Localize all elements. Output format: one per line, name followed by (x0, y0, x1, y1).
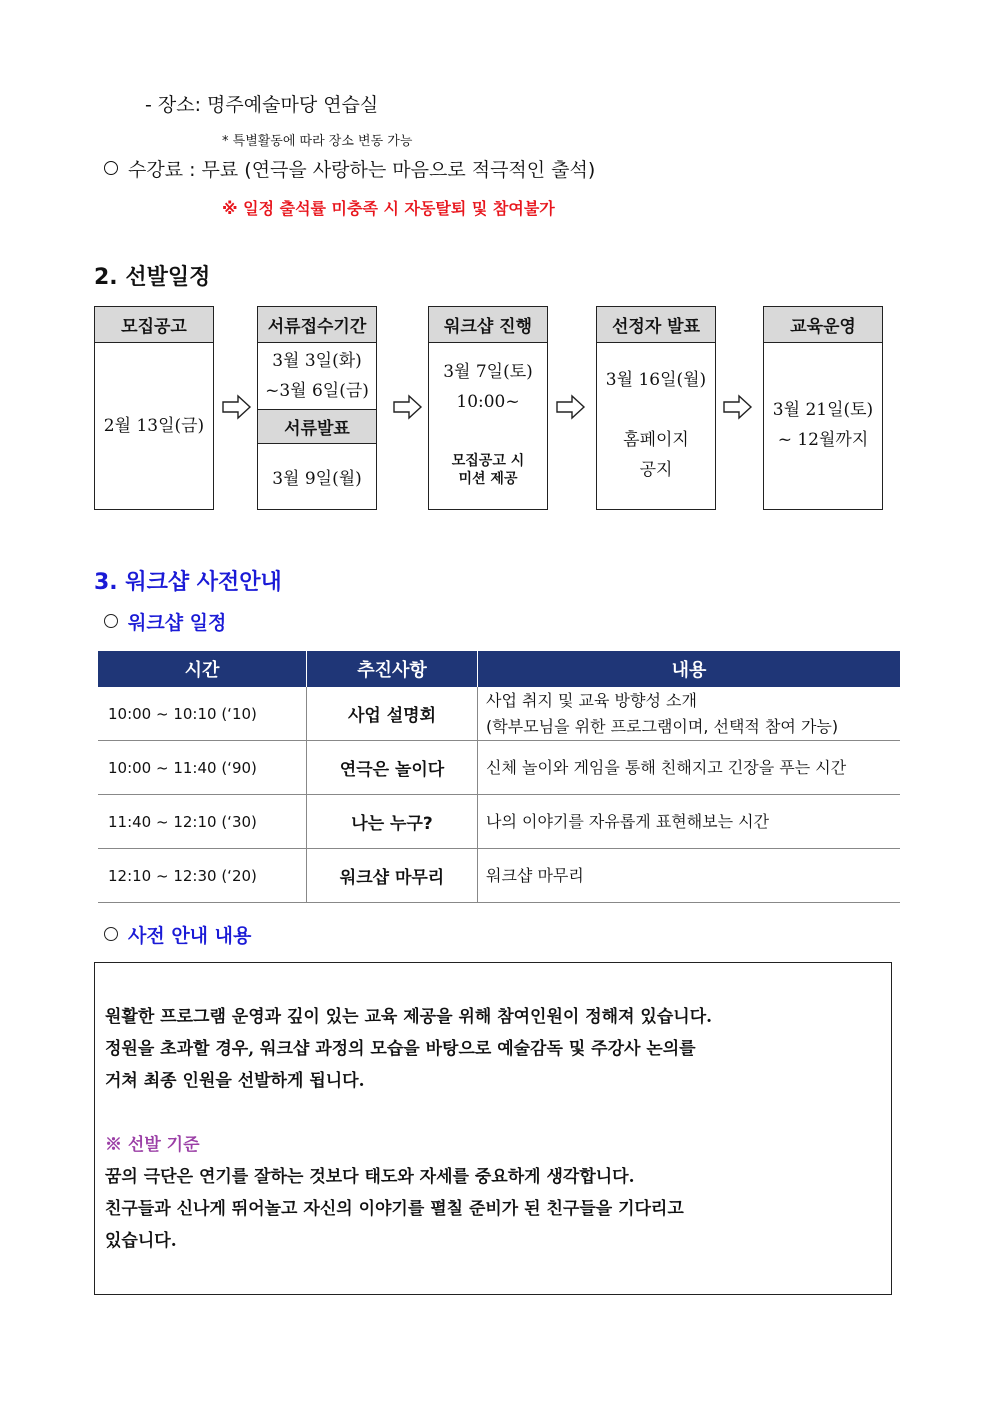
desc-cell: 워크샵 마무리 (478, 849, 901, 903)
step-note: 공지 (639, 460, 673, 480)
workshop-schedule-table (98, 651, 900, 903)
desc-cell: 신체 놀이와 게임을 통해 친해지고 긴장을 푸는 시간 (478, 741, 901, 795)
schedule-heading-text: 워크샵 일정 (128, 612, 227, 634)
desc-line: 사업 취지 및 교육 방향성 소개 (486, 690, 697, 710)
step-time: 10:00~ (456, 392, 520, 412)
step-header: 워크샵 진행 (429, 307, 547, 343)
step-date: 3월 3일(화) (272, 351, 362, 371)
table-header: 시간 (98, 651, 307, 687)
desc-cell (478, 687, 901, 741)
circle-bullet-icon (104, 161, 118, 175)
location-line: - 장소: 명주예술마당 연습실 (145, 94, 379, 116)
step-date: 2월 13일(금) (103, 416, 205, 436)
right-arrow-icon (556, 394, 586, 420)
notice-paragraph: 거쳐 최종 인원을 선발하게 됩니다. (105, 1071, 365, 1091)
desc-cell: 나의 이야기를 자유롭게 표현해보는 시간 (478, 795, 901, 849)
time-cell: 10:00 ~ 11:40 (‘90) (98, 741, 307, 795)
desc-line: (학부모님을 위한 프로그램이며, 선택적 참여 가능) (486, 716, 839, 736)
right-arrow-icon (222, 394, 252, 420)
task-cell: 나는 누구? (307, 795, 478, 849)
notice-paragraph: 정원을 초과할 경우, 워크샵 과정의 모습을 바탕으로 예술감독 및 주강사 논의를 (105, 1039, 696, 1059)
step-note: 홈페이지 (623, 430, 689, 450)
attendance-warning: ※ 일정 출석률 미충족 시 자동탈퇴 및 참여불가 (222, 199, 555, 218)
circle-bullet-icon (104, 614, 118, 628)
step-header: 교육운영 (764, 307, 882, 343)
step-date: ~ 12월까지 (777, 430, 869, 450)
right-arrow-icon (393, 394, 423, 420)
step-date: 3월 21일(토) (772, 400, 874, 420)
criteria-line: 친구들과 신나게 뛰어놀고 자신의 이야기를 펼칠 준비가 된 친구들을 기다리고 (105, 1199, 684, 1219)
notice-box (94, 962, 892, 1295)
time-cell: 10:00 ~ 10:10 (‘10) (98, 687, 307, 741)
step-box-recruit (94, 306, 214, 510)
step-box-announcement (596, 306, 716, 510)
criteria-line: 꿈의 극단은 연기를 잘하는 것보다 태도와 자세를 중요하게 생각합니다. (105, 1167, 635, 1187)
step-header: 선정자 발표 (597, 307, 715, 343)
task-cell: 워크샵 마무리 (307, 849, 478, 903)
step-date: 3월 7일(토) (443, 362, 533, 382)
fee-line (104, 155, 595, 182)
schedule-heading (104, 608, 226, 635)
step-subheader: 서류발표 (258, 409, 376, 444)
step-note: 모집공고 시 (451, 453, 525, 469)
section-3-title: 3. 워크샵 사전안내 (94, 570, 282, 595)
time-cell: 11:40 ~ 12:10 (‘30) (98, 795, 307, 849)
circle-bullet-icon (104, 927, 118, 941)
step-header: 서류접수기간 (258, 307, 376, 343)
notice-paragraph: 원활한 프로그램 운영과 깊이 있는 교육 제공을 위해 참여인원이 정해져 있습니다. (105, 1007, 713, 1027)
table-header: 추진사항 (307, 651, 478, 687)
location-note: * 특별활동에 따라 장소 변동 가능 (222, 134, 413, 149)
step-box-workshop (428, 306, 548, 510)
table-row (98, 849, 900, 903)
table-row (98, 795, 900, 849)
criteria-line: 있습니다. (105, 1231, 177, 1251)
step-date: 3월 16일(월) (605, 370, 707, 390)
section-2-title: 2. 선발일정 (94, 265, 211, 290)
fee-text: 수강료 : 무료 (연극을 사랑하는 마음으로 적극적인 출석) (128, 159, 596, 181)
notice-heading (104, 921, 251, 948)
time-cell: 12:10 ~ 12:30 (‘20) (98, 849, 307, 903)
task-cell: 연극은 놀이다 (307, 741, 478, 795)
criteria-title: ※ 선발 기준 (105, 1135, 200, 1155)
step-date: ~3월 6일(금) (265, 381, 369, 401)
step-box-documents (257, 306, 377, 510)
notice-heading-text: 사전 안내 내용 (128, 925, 252, 947)
right-arrow-icon (723, 394, 753, 420)
table-header: 내용 (478, 651, 901, 687)
table-row (98, 687, 900, 741)
table-row (98, 741, 900, 795)
step-box-education (763, 306, 883, 510)
step-note: 미션 제공 (458, 471, 518, 487)
step-date: 3월 9일(월) (272, 468, 362, 489)
task-cell: 사업 설명회 (307, 687, 478, 741)
step-header: 모집공고 (95, 307, 213, 343)
